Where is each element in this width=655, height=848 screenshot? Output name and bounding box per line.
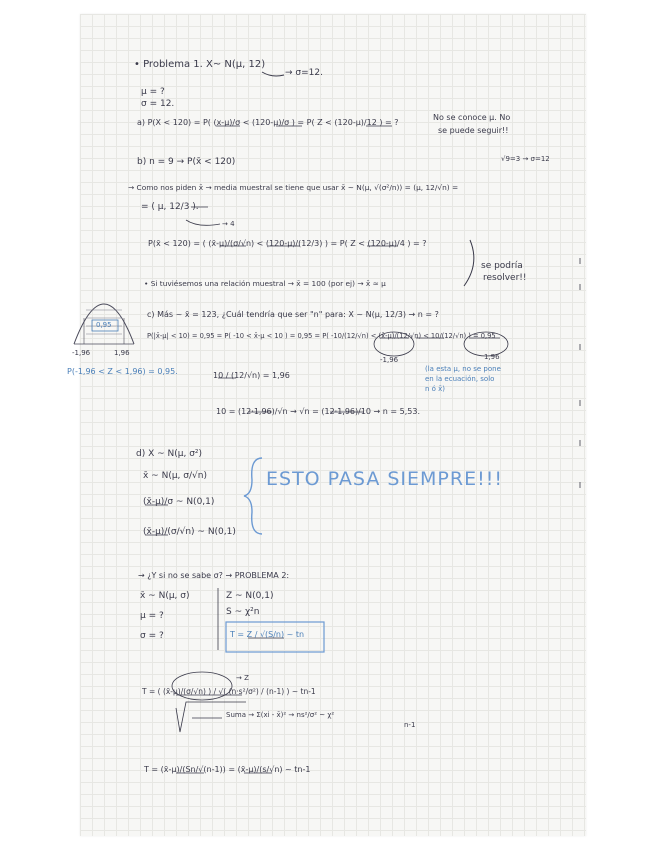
sigma-given: → σ=12.	[285, 68, 323, 78]
part-c-note-1: (la esta μ, no se pone	[425, 365, 501, 373]
part-b-arrow-4: → 4	[222, 220, 235, 228]
curve-left-label: -1,96	[72, 349, 91, 357]
t-derivation-sum: Suma → Σ(xi - x̄)² → ns²/σ² ~ χ²	[226, 711, 335, 719]
problem-2-mu: μ = ?	[140, 611, 164, 621]
sigma-value: σ = 12.	[141, 99, 175, 109]
problem-2-xbar: x̄ ~ N(μ, σ)	[140, 591, 190, 601]
part-b-sample-relation: • Si tuviésemos una relación muestral → x̄ = 100 (por ej) → x̄ ≈ μ	[144, 279, 386, 288]
problem-2-intro: → ¿Y si no se sabe σ? → PROBLEMA 2:	[138, 571, 290, 580]
part-a-note-2: se puede seguir!!	[438, 126, 509, 135]
t-derivation-dof: n-1	[404, 721, 416, 729]
problem-2-s: S ~ χ²n	[226, 607, 260, 617]
curve-probability: P(-1,96 < Z < 1,96) = 0,95.	[67, 367, 178, 376]
problem-2-z: Z ~ N(0,1)	[226, 591, 274, 601]
t-derivation: T = ( (x̄-μ)/(σ/√n) ) / √( (n·s²/σ²) / (n-1) ) ~ tn-1	[142, 687, 316, 696]
part-b-probability: P(x̄ < 120) = ( (x̄-μ)/(σ/√n) < (120-μ)/(12/3) ) = P( Z < (120-μ)/4 ) = ?	[148, 239, 427, 248]
part-d-line-4: (x̄-μ)/(σ/√n) ~ N(0,1)	[143, 527, 236, 537]
part-b-sqrt-note: √9=3 → σ=12	[501, 155, 550, 163]
problem-1-title: • Problema 1. X~ N(μ, 12)	[134, 59, 266, 70]
t-final: T = (x̄-μ)/(Sn/√(n-1)) = (x̄-μ)/(s/√n) ~ tn-1	[144, 765, 311, 774]
part-c-pos-z: 1,96	[484, 353, 500, 361]
part-c-header: c) Más ~ x̄ = 123, ¿Cuál tendría que ser "n" para: X ~ N(μ, 12/3) → n = ?	[147, 310, 439, 319]
part-c-neg-z: -1,96	[380, 356, 399, 364]
part-a-equation: a) P(X < 120) = P( (x-μ)/σ < (120-μ)/σ ) = P( Z < (120-μ)/12 ) = ?	[137, 118, 399, 127]
part-b-line-1: → Como nos piden x̄ → media muestral se tiene que usar x̄ ~ N(μ, √(σ²/n)) = (μ, 12/√n) =	[128, 183, 459, 192]
t-derivation-z-arrow: → Z	[236, 674, 249, 682]
part-c-equation: P(|x̄-μ| < 10) = 0,95 = P( -10 < x̄-μ < 10 ) = 0,95 = P( -10/(12/√n) < (x̄-μ)/(12/√n) < 10/(12/√n) ) = 0,95	[147, 332, 496, 340]
part-c-solve-1: 10 / (12/√n) = 1,96	[213, 371, 290, 380]
part-d-line-2: x̄ ~ N(μ, σ/√n)	[143, 471, 207, 481]
problem-2-t-definition: T = Z / √(S/n) ~ tn	[230, 630, 305, 639]
curve-right-label: 1,96	[114, 349, 130, 357]
part-b-resolve-2: resolver!!	[483, 273, 527, 283]
mu-unknown: μ = ?	[141, 87, 165, 97]
part-d-line-1: d) X ~ N(μ, σ²)	[136, 449, 203, 459]
highlight-always-true: ESTO PASA SIEMPRE!!!	[266, 468, 503, 490]
part-c-solve-2: 10 = (12·1,96)/√n → √n = (12·1,96)/10 → n = 5,53.	[216, 407, 421, 416]
part-a-note-1: No se conoce μ. No	[433, 113, 511, 122]
part-b-header: b) n = 9 → P(x̄ < 120)	[137, 157, 236, 167]
part-b-resolve-1: se podría	[481, 261, 523, 271]
problem-2-sigma: σ = ?	[140, 631, 164, 641]
part-c-note-2: en la ecuación, solo	[425, 375, 495, 383]
curve-area-label: 0,95	[96, 321, 112, 329]
part-c-note-3: n ó x̄)	[425, 385, 446, 393]
part-d-line-3: (x̄-μ)/σ ~ N(0,1)	[143, 497, 215, 507]
part-b-line-2: = ( μ, 12/3 ).	[141, 202, 199, 212]
